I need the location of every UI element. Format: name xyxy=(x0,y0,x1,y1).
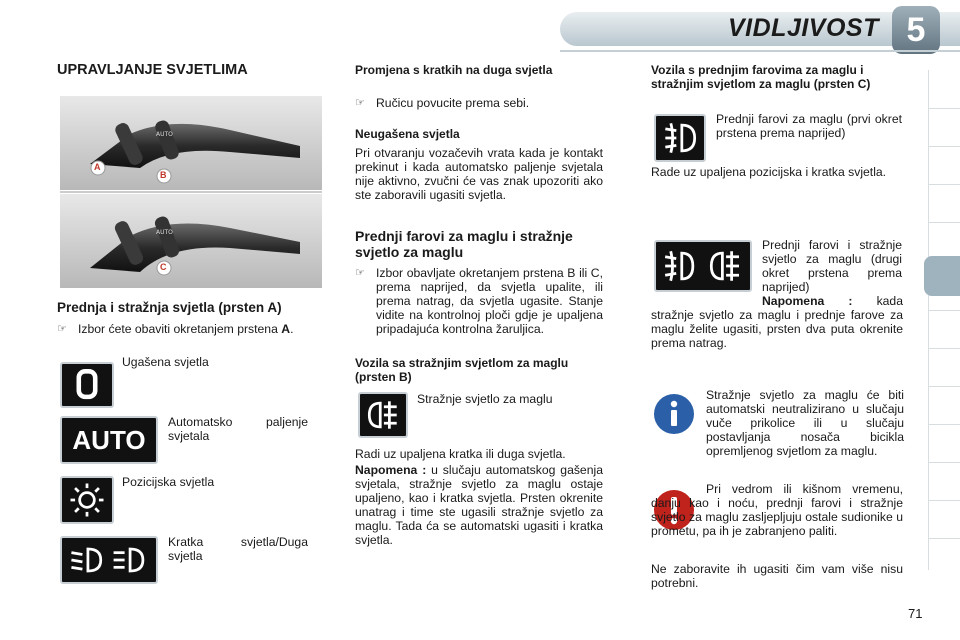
auto-icon-text: AUTO xyxy=(72,425,146,455)
rear-fog-note: Radi uz upaljena kratka ili duga svjetla. xyxy=(355,447,566,461)
stalk-label-a: A xyxy=(94,162,101,172)
tab-divider xyxy=(928,146,960,147)
tab-divider xyxy=(928,462,960,463)
side-lights-label: Pozicijska svjetla xyxy=(122,475,215,489)
info-icon xyxy=(652,392,696,436)
chapter-tab-strip xyxy=(928,70,960,570)
front-rear-fog-label: Prednji farovi i stražnje svjetlo za maglu (drugi okret prstena prema naprijed) xyxy=(762,238,902,294)
side-lights-icon xyxy=(60,476,114,524)
fog-lights-heading: Prednji farovi za maglu i stražnje svjetlo za maglu xyxy=(355,228,573,260)
fog-lights-text: Izbor obavljate okretanjem prstena B ili C, prema naprijed, da svjetla upalite, ili prema natrag, da svjetla ugasite. Stanje vidite na kontrolnoj ploči gdje je upaljena pripadajuća kontrolna žaruljica. xyxy=(376,266,603,336)
tab-divider xyxy=(928,310,960,311)
auto-icon xyxy=(60,416,158,464)
note-label: Napomena : xyxy=(762,294,853,308)
ring-a-letter: A xyxy=(281,322,291,336)
note-text: u slučaju automatskog gašenja svjetala, stražnje svjetlo za maglu ostaje upaljeno, kao i kratka svjetla. Prsten okrenite unatrag i time ste ugasili stražnje svjetlo za maglu. Tada ća se automatski ugasiti i kratka svjetla. xyxy=(355,463,603,547)
unlit-lights-text: Pri otvaranju vozačevih vrata kada je kontakt prekinut i kada automatsko paljenje svjetala nije aktivno, zvučni će vas znak upozoriti ako ste zaboravili ugasiti svjetla. xyxy=(355,146,603,202)
note-label: Napomena : xyxy=(355,463,427,477)
front-rear-fog-heading: Vozila s prednjim farovima za maglu i stražnjim svjetlom za maglu (prsten C) xyxy=(651,63,871,91)
switch-beam-heading: Promjena s kratkih na duga svjetla xyxy=(355,63,553,77)
page-number: 71 xyxy=(908,606,923,621)
headlights-label: Kratka svjetla/Duga svjetla xyxy=(168,535,308,563)
rear-fog-warning xyxy=(355,463,603,547)
stalk-label-c: C xyxy=(160,262,167,272)
front-fog-note: Rade uz upaljena pozicijska i kratka svjetla. xyxy=(651,165,887,179)
tab-divider xyxy=(928,386,960,387)
chapter-number: 5 xyxy=(892,6,940,54)
switch-beam-text: Ručicu povucite prema sebi. xyxy=(376,96,530,110)
svg-text:AUTO: AUTO xyxy=(156,131,173,138)
rear-fog-heading: Vozila sa stražnjim svjetlom za maglu (prsten B) xyxy=(355,356,569,384)
stalk-label-b: B xyxy=(160,170,167,180)
note-text: kada stražnje svjetlo za maglu i prednje farove za maglu želite ugasiti, prsten dva puta okrenite prema natrag. xyxy=(651,294,903,350)
hand-pointer-icon: ☞ xyxy=(355,97,365,109)
off-label: Ugašena svjetla xyxy=(122,355,209,369)
header-divider xyxy=(560,50,960,52)
ring-a-text: Izbor ćete obaviti okretanjem prstena xyxy=(78,322,278,336)
off-icon xyxy=(60,362,114,408)
chapter-title: VIDLJIVOST xyxy=(728,14,879,42)
section-title: UPRAVLJANJE SVJETLIMA xyxy=(57,62,248,78)
headlights-icon xyxy=(60,536,158,584)
info-text: Stražnje svjetlo za maglu će biti automatski neutralizirano u slučaju vuče prikolice ili u slučaju postavljanja nosača bicikla opremljenog svjetlom za maglu. xyxy=(706,388,904,458)
unlit-lights-heading: Neugašena svjetla xyxy=(355,127,460,141)
tab-divider xyxy=(928,348,960,349)
tab-divider xyxy=(928,424,960,425)
front-fog-label: Prednji farovi za maglu (prvi okret prstena prema naprijed) xyxy=(716,112,902,140)
tab-divider xyxy=(928,500,960,501)
hand-pointer-icon: ☞ xyxy=(57,323,67,335)
tab-divider xyxy=(928,538,960,539)
hand-pointer-icon: ☞ xyxy=(355,267,365,279)
front-fog-icon xyxy=(654,114,706,162)
warning-text-2: Ne zaboravite ih ugasiti čim vam više nisu potrebni. xyxy=(651,562,903,590)
ring-a-heading: Prednja i stražnja svjetla (prsten A) xyxy=(57,300,282,315)
front-rear-fog-icon xyxy=(654,240,752,292)
front-rear-fog-note xyxy=(651,294,903,350)
warning-text: Pri vedrom ili kišnom vremenu, danju kao i noću, prednji farovi i stražnje svjetlo za maglu zasljepljuju ostale sudionike u prometu, pa ih je zabranjeno paliti. xyxy=(651,482,903,538)
svg-text:AUTO: AUTO xyxy=(156,229,173,236)
light-stalk-photo xyxy=(60,96,322,288)
tab-divider xyxy=(928,108,960,109)
rear-fog-icon xyxy=(358,392,408,438)
tab-divider xyxy=(928,222,960,223)
tab-divider xyxy=(928,184,960,185)
rear-fog-label: Stražnje svjetlo za maglu xyxy=(417,392,553,406)
active-chapter-tab[interactable] xyxy=(924,256,960,296)
auto-label: Automatsko paljenje svjetala xyxy=(168,415,308,443)
